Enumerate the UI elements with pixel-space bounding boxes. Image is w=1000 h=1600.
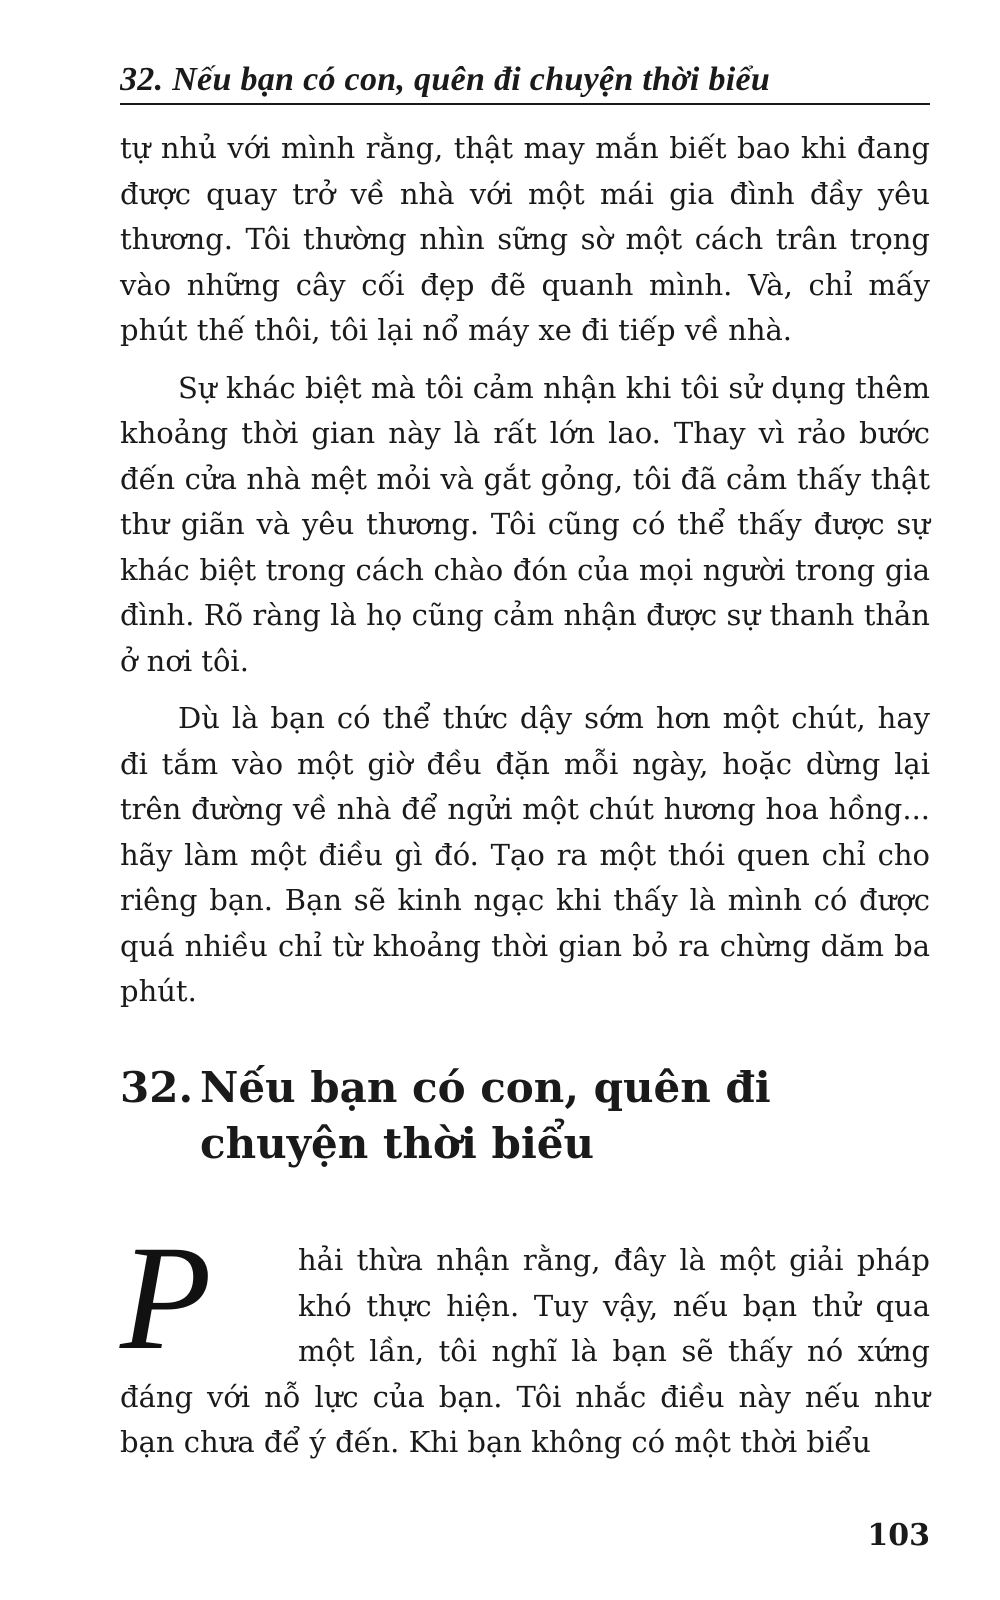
paragraph: tự nhủ với mình rằng, thật may mắn biết bao khi đang được quay trở về nhà với một mái gia đình đầy yêu thương. Tôi thường nhìn sững sờ một cách trân trọng vào những cây cối đẹp đẽ quanh mình. Và, chỉ mấy phút thế thôi, tôi lại nổ máy xe đi tiếp về nhà. [120,131,930,347]
body-text [120,126,930,1027]
chapter-heading [120,1060,930,1172]
paragraph: Sự khác biệt mà tôi cảm nhận khi tôi sử dụng thêm khoảng thời gian này là rất lớn lao. Thay vì rảo bước đến cửa nhà mệt mỏi và gắt gỏng, tôi đã cảm thấy thật thư giãn và yêu thương. Tôi cũng có thể thấy được sự khác biệt trong cách chào đón của mọi người trong gia đình. Rõ ràng là họ cũng cảm nhận được sự thanh thản ở nơi tôi. [120,370,930,678]
drop-cap: P [120,1215,212,1381]
chapter-title-line1: Nếu bạn có con, quên đi [200,1063,771,1112]
chapter-number: 32. [120,1063,194,1112]
chapter-title-line2: chuyện thời biểu [200,1119,595,1168]
paragraph: Dù là bạn có thể thức dậy sớm hơn một chút, hay đi tắm vào một giờ đều đặn mỗi ngày, hoặc dừng lại trên đường về nhà để ngửi một chút hương hoa hồng... hãy làm một điều gì đó. Tạo ra một thói quen chỉ cho riêng bạn. Bạn sẽ kinh ngạc khi thấy là mình có được quá nhiều chỉ từ khoảng thời gian bỏ ra chừng dăm ba phút. [120,701,930,1008]
chapter-opening [120,1215,930,1466]
page-number: 103 [867,1518,930,1553]
header-rule [120,103,930,105]
chapter-opening-text: hải thừa nhận rằng, đây là một giải pháp khó thực hiện. Tuy vậy, nếu bạn thử qua một lần, tôi nghĩ là bạn sẽ thấy nó xứng đáng với nỗ lực của bạn. Tôi nhắc điều này nếu như bạn chưa để ý đến. Khi bạn không có một thời biểu [120,1243,930,1459]
running-header: 32. Nếu bạn có con, quên đi chuyện thời biểu [120,61,771,98]
